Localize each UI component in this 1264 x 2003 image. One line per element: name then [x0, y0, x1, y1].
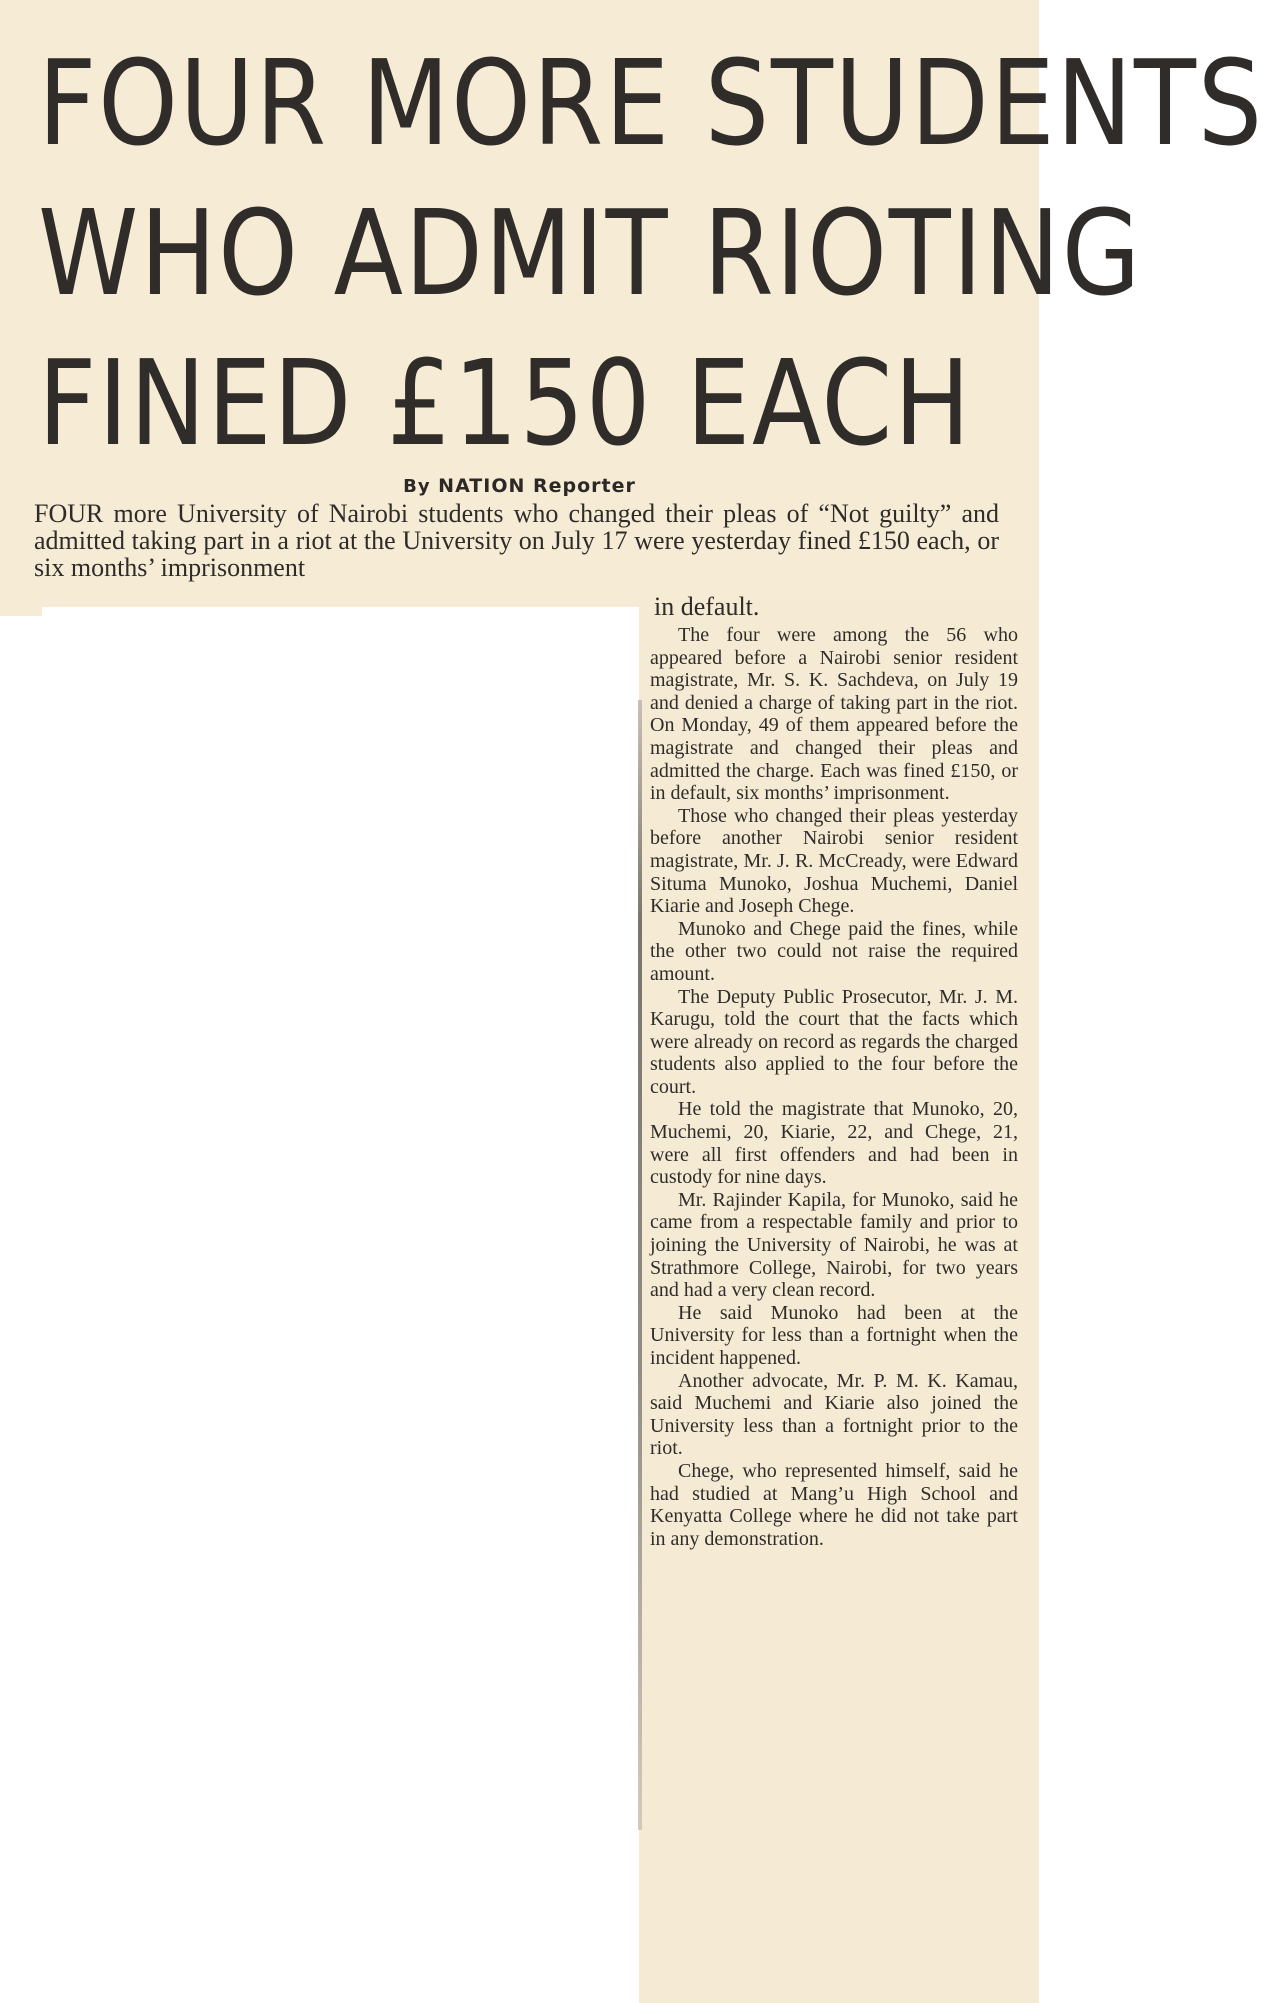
body-paragraph: The four were among the 56 who appeared before a Nairobi senior resident magistrate, Mr. S. K. Sachdeva, on July 19 and denied a charge of taking part in the riot. On Monday, 49 of them appeared before the magistrate and changed their pleas and admitted the charge. Each was fined £150, or in default, six months’ imprisonment. — [650, 624, 1018, 805]
body-paragraph: The Deputy Public Prosecutor, Mr. J. M. Karugu, told the court that the facts which were already on record as regards the charged students also applied to the four before the court. — [650, 985, 1018, 1098]
headline — [38, 34, 1264, 478]
headline-line-3: FINED £150 EACH — [38, 334, 972, 472]
article-body-column — [650, 624, 1018, 1550]
byline-prefix: By — [403, 476, 431, 497]
body-paragraph: Mr. Rajinder Kapila, for Munoko, said he came from a respectable family and prior to joining the University of Nairobi, he was at Strathmore College, Nairobi, for two years and had a very clean record. — [650, 1188, 1018, 1302]
byline — [0, 475, 1039, 497]
column-rule — [638, 700, 642, 1830]
byline-name: NATION Reporter — [438, 475, 636, 497]
body-paragraph: Those who changed their pleas yesterday before another Nairobi senior resident magistrate, Mr. J. R. McCready, were Edward Situma Munoko, Joshua Muchemi, Daniel Kiarie and Joseph Chege. — [650, 804, 1018, 918]
body-paragraph: Munoko and Chege paid the fines, while the other two could not raise the required amount. — [650, 917, 1018, 985]
headline-line-1: FOUR MORE STUDENTS — [38, 34, 1264, 172]
lead-paragraph: FOUR more University of Nairobi students who changed their pleas of “Not guilty” and admitted taking part in a riot at the University on July 17 were yesterday fined £150 each, or six months’ imprisonment — [34, 499, 999, 582]
body-paragraph: He told the magistrate that Munoko, 20, Muchemi, 20, Kiarie, 22, and Chege, 21, were all first offenders and had been in custody for nine days. — [650, 1098, 1018, 1189]
lead-paragraph-end: in default. — [654, 592, 760, 621]
blank-cutout-area — [42, 607, 639, 2003]
headline-line-2: WHO ADMIT RIOTING — [38, 184, 1143, 322]
body-paragraph: Another advocate, Mr. P. M. K. Kamau, said Muchemi and Kiarie also joined the University less than a fortnight prior to the riot. — [650, 1369, 1018, 1460]
body-paragraph: He said Munoko had been at the University for less than a fortnight when the incident happened. — [650, 1301, 1018, 1369]
body-paragraph: Chege, who represented himself, said he had studied at Mang’u High School and Kenyatta College where he did not take part in any demonstration. — [650, 1459, 1018, 1550]
